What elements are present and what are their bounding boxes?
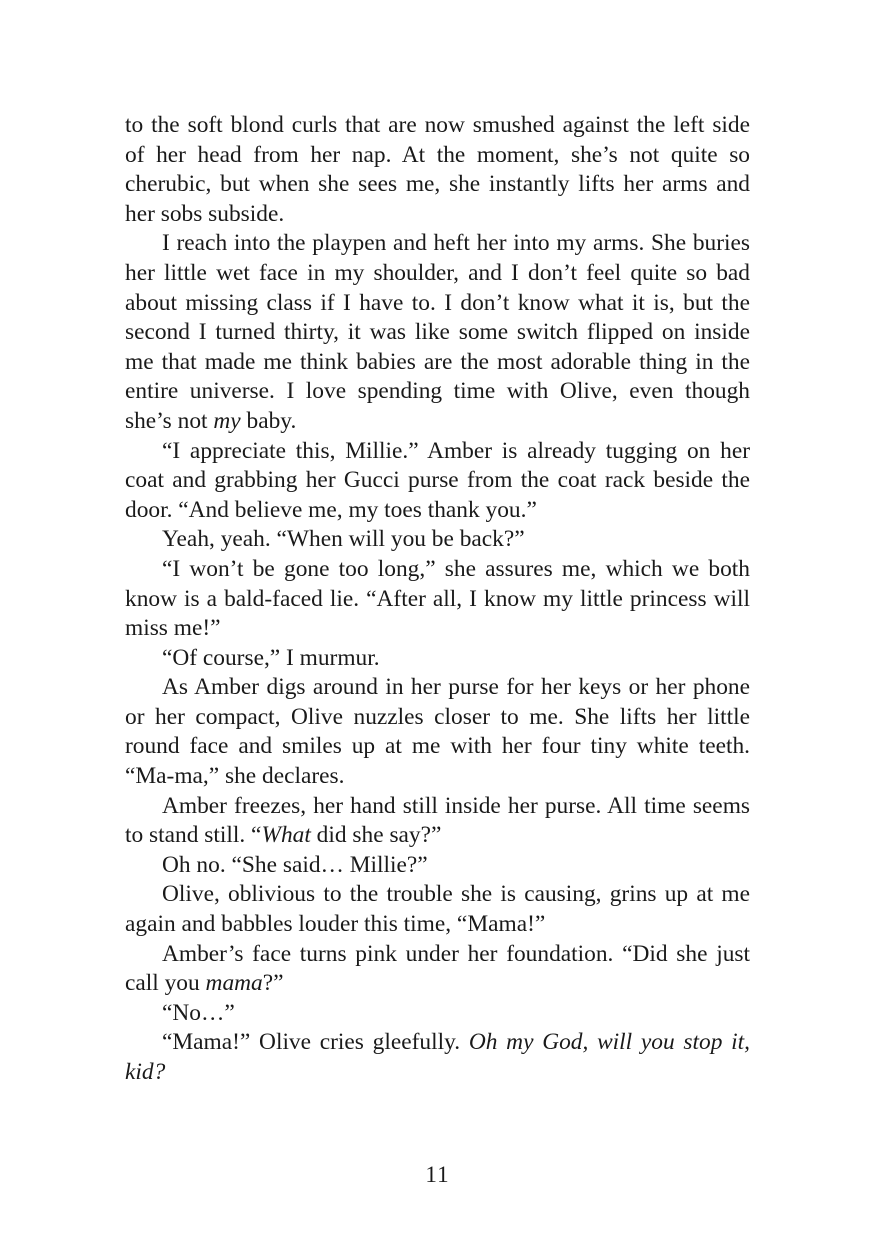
paragraph-text: “I appreciate this, Millie.” Amber is already tugging on her coat and grabbing her Gucci purse from the coat rack beside the door. “And believe me, my toes thank you.” — [125, 437, 750, 523]
emphasis-text: my — [213, 407, 241, 434]
paragraph — [125, 644, 750, 674]
emphasis-text: mama — [205, 970, 263, 997]
paragraph-text: did she say?” — [310, 822, 442, 849]
paragraph-text: As Amber digs around in her purse for her keys or her phone or her compact, Olive nuzzles closer to me. She lifts her little round face and smiles up at me with her four tiny white teeth. “Ma-ma,” she declares. — [125, 674, 750, 790]
paragraph — [125, 1028, 750, 1087]
paragraph-text: Yeah, yeah. “When will you be back?” — [162, 526, 525, 553]
paragraph-text: “I won’t be gone too long,” she assures me, which we both know is a bald-faced lie. “After all, I know my little princess will miss me!” — [125, 555, 750, 642]
paragraph-text: Oh no. “She said… Millie?” — [162, 851, 428, 878]
paragraph — [125, 880, 750, 939]
page-body — [125, 111, 750, 1088]
paragraph — [125, 525, 750, 555]
paragraph — [125, 940, 750, 999]
paragraph-text: “Of course,” I murmur. — [162, 644, 380, 671]
paragraph-text: ?” — [262, 970, 284, 997]
paragraph-text: “No…” — [162, 999, 235, 1026]
paragraph-text: I reach into the playpen and heft her into my arms. She buries her little wet face in my shoulder, and I don’t feel quite so bad about missing class if I have to. I don’t know what it is, but the second I turned thirty, it was like some switch flipped on inside me that made me think babies are the most adorable thing in the entire universe. I love spending time with Olive, even though she’s not — [125, 230, 750, 434]
paragraph — [125, 792, 750, 851]
paragraph — [125, 555, 750, 644]
emphasis-text: Oh my God, will you stop it, kid? — [125, 1029, 750, 1085]
page-number: 11 — [425, 1162, 450, 1187]
paragraph-text: baby. — [240, 407, 297, 434]
paragraph-text: to the soft blond curls that are now smushed against the left side of her head from her nap. At the moment, she’s not quite so cherubic, but when she sees me, she instantly lifts her arms and her sobs subside. — [125, 112, 750, 227]
paragraph-text: Olive, oblivious to the trouble she is causing, grins up at me again and babbles louder this time, “Mama!” — [125, 881, 750, 938]
emphasis-text: What — [261, 822, 311, 849]
paragraph-text: Amber freezes, her hand still inside her purse. All time seems to stand still. “ — [125, 792, 750, 849]
paragraph — [125, 437, 750, 526]
paragraph — [125, 673, 750, 791]
paragraph — [125, 851, 750, 881]
paragraph — [125, 229, 750, 436]
paragraph-text: “Mama!” Olive cries gleefully. — [162, 1029, 469, 1056]
paragraph — [125, 999, 750, 1029]
paragraph-text: Amber’s face turns pink under her foundation. “Did she just call you — [125, 940, 750, 997]
paragraph — [125, 111, 750, 229]
